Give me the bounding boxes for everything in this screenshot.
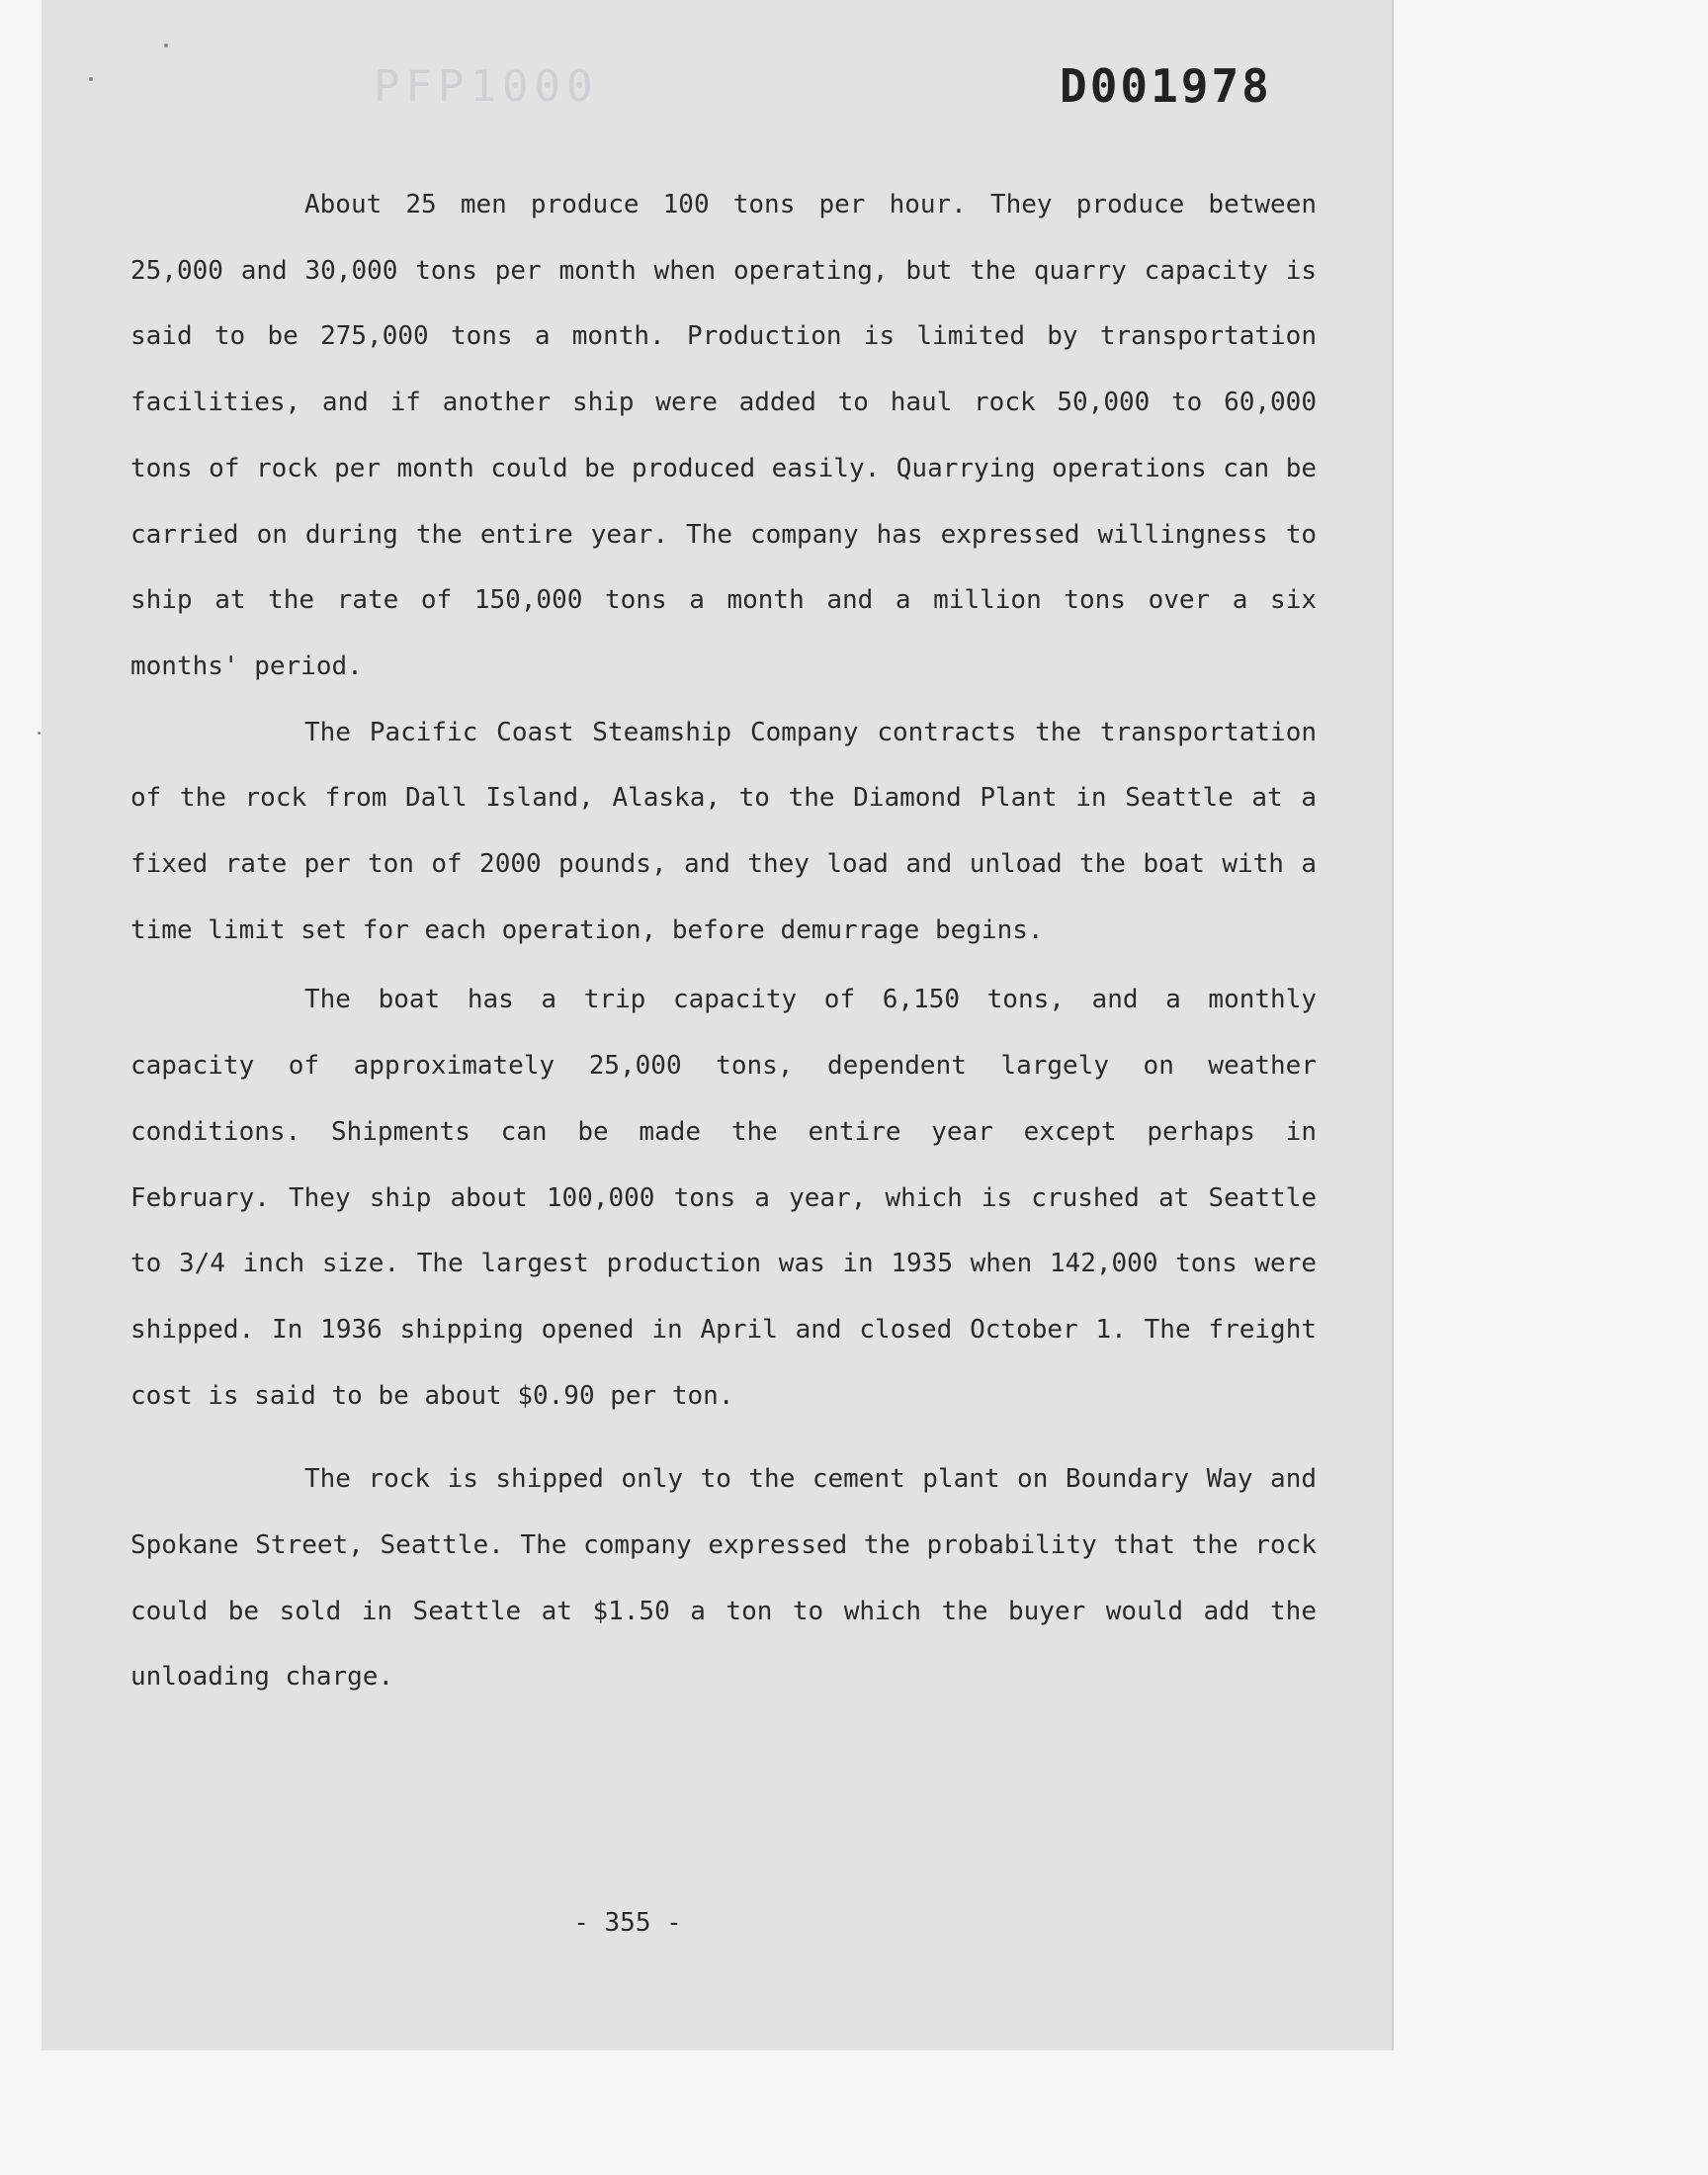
page-number: - 355 - (573, 1908, 682, 1938)
faded-stamp: PFP1000 (374, 61, 599, 112)
paragraph: About 25 men produce 100 tons per hour. They produce between 25,000 and 30,000 tons per month when operating, but the quarry capacity is said to be 275,000 tons a month. Production is limited by transportation facilities, and if another ship were added to haul rock 50,000 to 60,000 tons of rock per month could be produced easily. Quarrying operations can be carried on during the entire year. The company has expressed willingness to ship at the rate of 150,000 tons a month and a million tons over a six months' period. (130, 190, 1317, 681)
document-page (42, 0, 1392, 2050)
paragraph: The rock is shipped only to the cement plant on Boundary Way and Spokane Street, Seattle. The company expressed the probability that the rock could be sold in Seattle at $1.50 a ton to which the buyer would add the unloading charge. (130, 1464, 1317, 1693)
paragraph: The Pacific Coast Steamship Company contracts the transportation of the rock from Dall Island, Alaska, to the Diamond Plant in Seattle at a fixed rate per ton of 2000 pounds, and they load and unload the boat with a time limit set for each operation, before demurrage begins. (130, 717, 1317, 945)
paragraph: The boat has a trip capacity of 6,150 tons, and a monthly capacity of approximately 25,000 tons, dependent largely on weather conditions. Shipments can be made the entire year except perhaps in February. They ship about 100,000 tons a year, which is crushed at Seattle to 3/4 inch size. The largest production was in 1935 when 142,000 tons were shipped. In 1936 shipping opened in April and closed October 1. The freight cost is said to be about $0.90 per ton. (130, 985, 1317, 1411)
scan-speck (89, 77, 93, 81)
document-number: D001978 (1060, 59, 1272, 113)
scan-speck (164, 44, 168, 47)
scan-speck (38, 732, 41, 735)
body-text (130, 172, 1317, 1710)
